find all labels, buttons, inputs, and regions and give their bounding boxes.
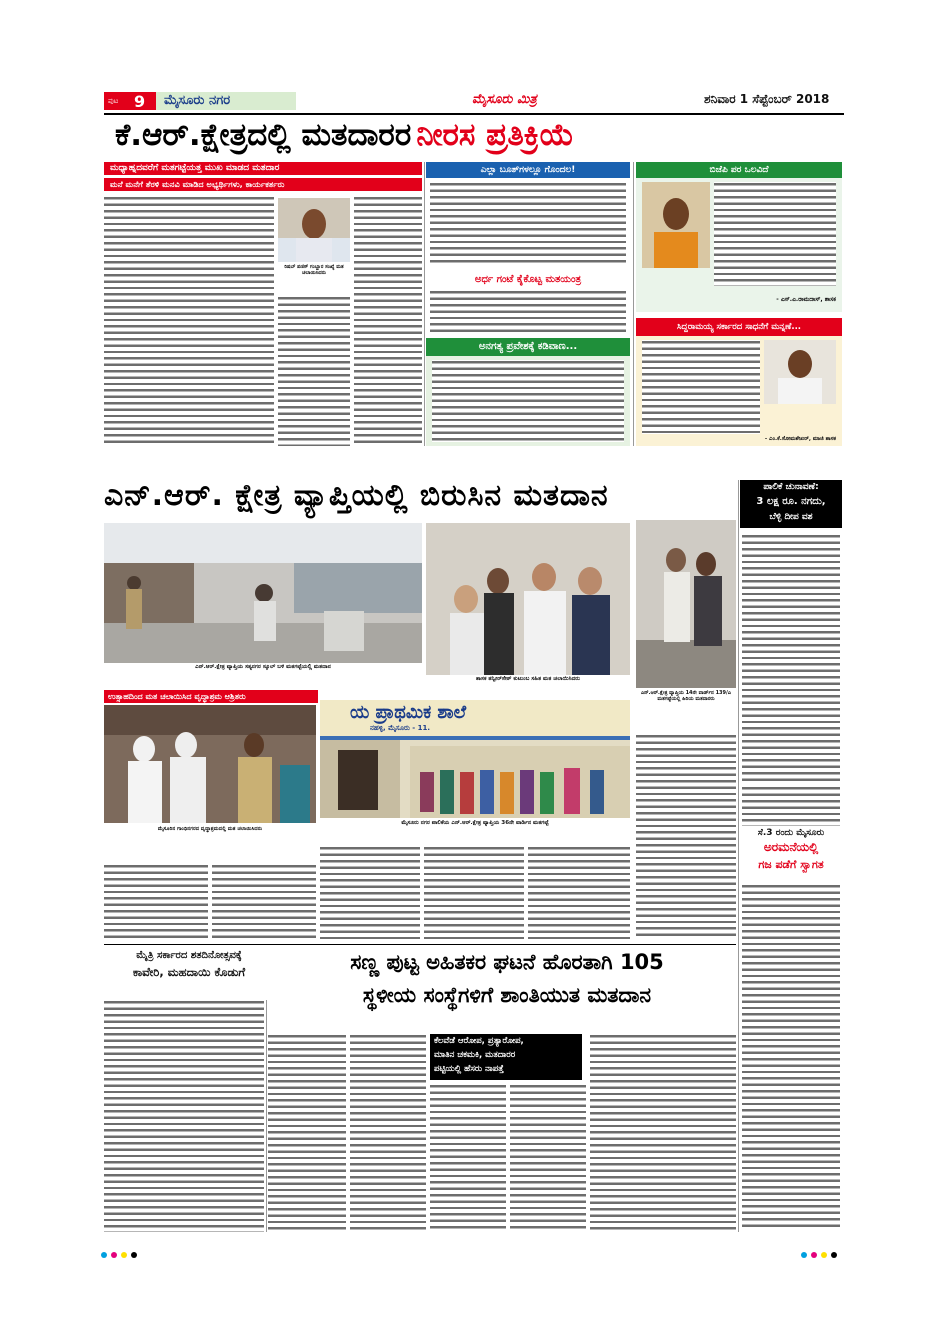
nr-body-col5 [528, 846, 630, 940]
lead-body-col2 [278, 296, 350, 446]
registration-marks-right [800, 1244, 860, 1252]
col-sep-1 [424, 162, 425, 446]
nr-body-col3 [320, 846, 420, 940]
box-unwanted-title: ಅನಗತ್ಯ ಪ್ರವೇಶಕ್ಕೆ ಕಡಿವಾಣ... [426, 338, 630, 356]
kalabe-line-2: ಮಾತಿನ ಚಕಮಕಿ, ಮತದಾರರ [434, 1050, 516, 1060]
right-col-title-box [740, 480, 842, 528]
bottom-body-col4 [510, 1084, 586, 1232]
maitri-line-1: ಮೈತ್ರಿ ಸರ್ಕಾರದ ಶತದಿನೋತ್ಸವಕ್ಕೆ [136, 950, 242, 961]
box-bjp-photo [642, 182, 710, 268]
nr-photo-family [426, 523, 630, 675]
box-siddaramaiah [636, 318, 842, 446]
nr-headline: ಎನ್.ಆರ್. ಕ್ಷೇತ್ರ ವ್ಯಾಪ್ತಿಯಲ್ಲಿ ಬಿರುಸಿನ ಮತದಾನ [104, 478, 609, 513]
bottom-rule [104, 944, 736, 945]
school-sign-text: ಯ ಪ್ರಾಥಮಿಕ ಶಾಲೆ [350, 702, 467, 723]
palace-title: ಅರಮನೆಯಲ್ಲಿ [763, 840, 819, 854]
box-bjp-title: ಬಿಜೆಪಿ ಪರ ಒಲವಿದೆ [636, 162, 842, 178]
box-sid-title: ಸಿದ್ದರಾಮಯ್ಯ ಸರ್ಕಾರದ ಸಾಧನೆಗೆ ಮನ್ನಣೆ... [636, 318, 842, 336]
box-half-hour [426, 272, 630, 336]
right-col-title-1: ಪಾಲಿಕೆ ಚುನಾವಣೆ: [763, 482, 819, 492]
nr-body-col1 [104, 864, 208, 940]
box-booths-body [430, 182, 626, 266]
school-caption: ಮೈಸೂರು ನಗರ ಪಾಲಿಕೆಯ ಎನ್.ಆರ್.ಕ್ಷೇತ್ರ ವ್ಯಾಪ್ತಿಯ 36ನೇ ವಾರ್ಡಿನ ಮತಗಟ್ಟೆ [401, 820, 549, 826]
nr-caption-3: ಎನ್.ಆರ್.ಕ್ಷೇತ್ರ ವ್ಯಾಪ್ತಿಯ 14ನೇ ವಾರ್ಡ್‌ನ 139/ಎ ಮತಗಟ್ಟೆಯಲ್ಲಿ ಹಿರಿಯ ಮತದಾರರು [640, 690, 732, 702]
right-col-body-3 [742, 884, 840, 1230]
box-half-hour-body [430, 290, 626, 334]
bottom-headline-line-2: ಸ್ಥಳೀಯ ಸಂಸ್ಥೆಗಳಿಗೆ ಶಾಂತಿಯುತ ಮತದಾನ [362, 983, 652, 1007]
nr-caption-1: ಎನ್.ಆರ್.ಕ್ಷೇತ್ರ ವ್ಯಾಪ್ತಿಯ ಸತ್ಯನಗರ ಸ್ಕೂಲ್ ಬಳಿ ಮತಗಟ್ಟೆಯಲ್ಲಿ ಮತದಾನ [195, 664, 331, 670]
palace-pre: ಸೆ.3 ರಂದು ಮೈಸೂರು [757, 828, 825, 838]
header-rule [104, 113, 844, 115]
page-header [104, 90, 844, 112]
box-sid-body [642, 340, 760, 434]
box-sid-sign: - ಎಂ.ಕೆ.ಸೋಮಶೇಖರ್, ಮಾಜಿ ಶಾಸಕ [764, 436, 836, 442]
bottom-body-col3 [430, 1084, 506, 1232]
bottom-headline-line-1: ಸಣ್ಣ ಪುಟ್ಟ ಅಹಿತಕರ ಘಟನೆ ಹೊರತಾಗಿ 105 [350, 950, 664, 974]
lead-candidate-photo [278, 198, 350, 262]
box-half-hour-title: ಅರ್ಧ ಗಂಟೆ ಕೈಕೊಟ್ಟ ಮತಯಂತ್ರ [474, 274, 582, 285]
page-number: 9 [134, 92, 146, 111]
nr-photo-street [104, 523, 422, 663]
masthead: ಮೈಸೂರು ಮಿತ್ರ [472, 92, 537, 107]
section-name: ಮೈಸೂರು ನಗರ [164, 93, 231, 108]
lead-headline-part2: ನೀರಸ ಪ್ರತಿಕ್ರಿಯೆ [416, 117, 575, 153]
school-sign-text-2: ನಹಳ್ಳಿ, ಮೈಸೂರು - 11. [370, 724, 431, 732]
lead-body-col3 [354, 196, 422, 446]
old-voters-photo [104, 705, 316, 823]
page-number-badge [104, 92, 156, 110]
bottom-body-col1 [268, 1034, 346, 1232]
box-unwanted [426, 338, 630, 446]
col-sep-2 [633, 162, 634, 446]
lead-subhead-1: ಮಧ್ಯಾಹ್ನದವರೆಗೆ ಮತಗಟ್ಟೆಯತ್ತ ಮುಖ ಮಾಡದ ಮತದಾರ [104, 162, 422, 175]
old-voters-caption: ಮೈಸೂರಿನ ಗಾಂಧಿನಗರದ ವೃದ್ಧಾಶ್ರಮದಲ್ಲಿ ಮತ ಚಲಾಯಿಸಿದರು [157, 826, 263, 832]
lead-subhead-2: ಮನೆ ಮನೆಗೆ ತೆರಳಿ ಮನವಿ ಮಾಡಿದ ಅಭ್ಯರ್ಥಿಗಳು, ಕಾರ್ಯಕರ್ತರು [104, 178, 422, 191]
box-booths [426, 162, 630, 270]
box-booths-title: ಎಲ್ಲಾ ಬೂತ್‌ಗಳಲ್ಲೂ ಗೊಂದಲ! [426, 162, 630, 178]
nr-photo-elderly [636, 520, 736, 688]
right-col-title-2: 3 ಲಕ್ಷ ರೂ. ನಗದು, [756, 496, 826, 507]
maitri-body [104, 1000, 264, 1232]
page-date: ಶನಿವಾರ 1 ಸೆಪ್ಟೆಂಬರ್ 2018 [704, 92, 830, 106]
right-col-body-2 [742, 786, 840, 826]
box-bjp-sign: - ಎಸ್.ಎ.ರಾಮದಾಸ್, ಶಾಸಕ [776, 296, 836, 303]
right-col-title-3: ಬೆಳ್ಳಿ ದೀಪ ವಶ [769, 512, 813, 522]
maitri-headline [104, 950, 274, 996]
bottom-body-col5 [590, 1034, 736, 1232]
box-unwanted-body [432, 360, 624, 442]
bottom-body-col2 [350, 1034, 426, 1232]
maitri-line-2: ಕಾವೇರಿ, ಮಹದಾಯಿ ಕೊಡುಗೆ [132, 965, 246, 979]
nr-body-col2 [212, 864, 316, 940]
box-sid-photo [764, 340, 836, 404]
school-queue-photo [320, 700, 630, 818]
box-bjp-body [714, 182, 836, 286]
lead-headline-part1: ಕೆ.ಆರ್.ಕ್ಷೇತ್ರದಲ್ಲಿ ಮತದಾರರ [115, 117, 412, 153]
palace-title-2: ಗಜ ಪಡೆಗೆ ಸ್ವಾಗತ [758, 858, 824, 871]
lead-body-col1 [104, 196, 274, 446]
kalabe-box [430, 1034, 582, 1080]
palace-box [740, 828, 842, 880]
right-col-body-1 [742, 534, 840, 784]
nr-body-col6 [636, 734, 736, 940]
lead-headline [115, 117, 835, 157]
page-label: ಪುಟ [108, 97, 119, 105]
bottom-headline [278, 950, 736, 1028]
old-voters-title: ಉತ್ಸಾಹದಿಂದ ಮತ ಚಲಾಯಿಸಿದ ವೃದ್ಧಾಶ್ರಮ ಆಶ್ರಿತರು [104, 690, 318, 703]
kalabe-line-3: ಪಟ್ಟಿಯಲ್ಲಿ ಹೆಸರು ನಾಪತ್ತೆ [434, 1064, 504, 1074]
lead-photo-caption: ರಿಷಬ್ ಪಣಿಸ್ ಗಂಬ್ಹಾರ ಸಂಖ್ಯೆ ಮತ ಚಲಾಯಿಸಿದರು [284, 264, 344, 276]
section-tab [156, 92, 296, 110]
nr-body-col4 [424, 846, 524, 940]
col-sep-3 [738, 480, 739, 1232]
nr-caption-2: ಶಾಸಕ ತನ್ವೀರ್‌ಸೇಠ್ ಕುಟುಂಬ ಸಹಿತ ಮತ ಚಲಾಯಿಸಿದರು [475, 676, 581, 682]
registration-marks-left [100, 1244, 160, 1252]
kalabe-line-1: ಕೆಲವೆಡೆ ಆರೋಪ, ಪ್ರತ್ಯಾರೋಪ, [434, 1036, 524, 1046]
box-bjp [636, 162, 842, 312]
col-sep-4 [266, 1000, 267, 1232]
